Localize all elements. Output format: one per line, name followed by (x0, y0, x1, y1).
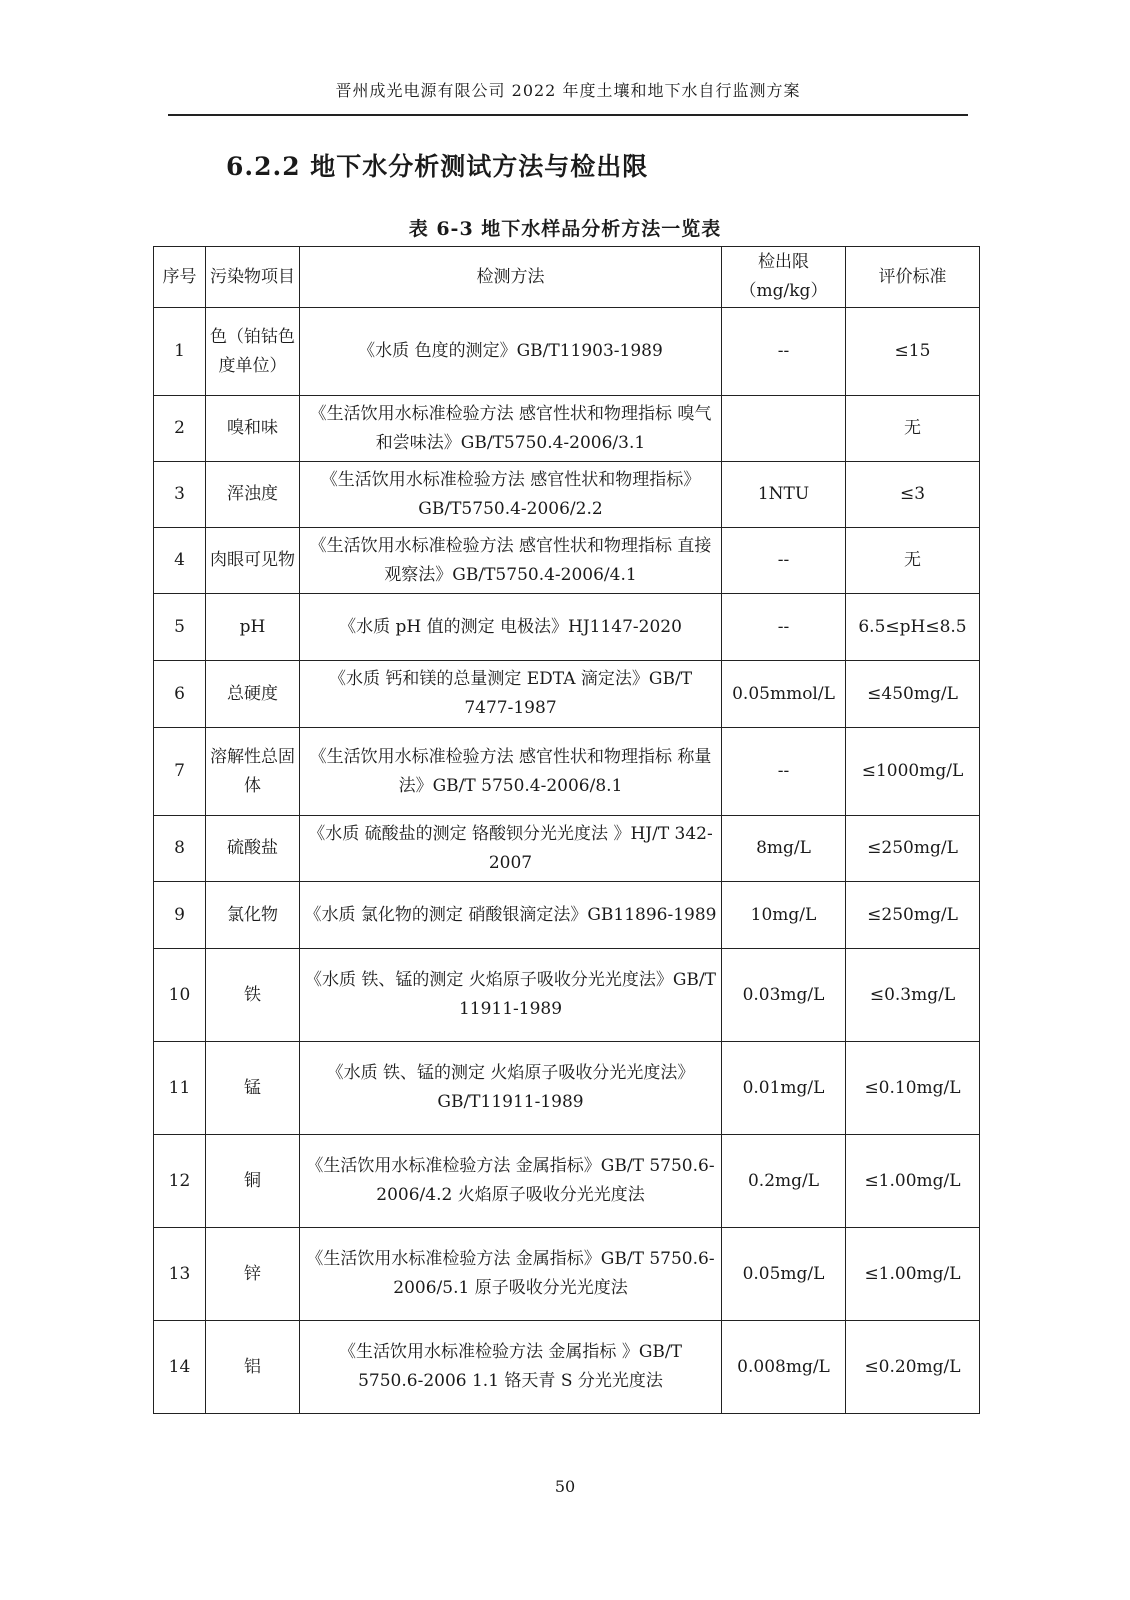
header-cell-item: 污染物项目 (206, 247, 300, 308)
cell-item: 铝 (206, 1321, 300, 1414)
cell-item: 铁 (206, 949, 300, 1042)
table-row (154, 816, 980, 882)
table-row (154, 594, 980, 661)
table-row (154, 396, 980, 462)
table-row (154, 528, 980, 594)
cell-method: 《水质 pH 值的测定 电极法》HJ1147-2020 (300, 594, 722, 661)
cell-limit: 0.03mg/L (722, 949, 846, 1042)
cell-limit: 10mg/L (722, 882, 846, 949)
cell-limit: 0.05mg/L (722, 1228, 846, 1321)
table-row (154, 1042, 980, 1135)
cell-item: 嗅和味 (206, 396, 300, 462)
cell-standard: ≤3 (846, 462, 980, 528)
cell-method: 《水质 铁、锰的测定 火焰原子吸收分光光度法》GB/T 11911-1989 (300, 949, 722, 1042)
cell-item: 肉眼可见物 (206, 528, 300, 594)
cell-standard: ≤250mg/L (846, 816, 980, 882)
table-row (154, 1321, 980, 1414)
cell-standard: 无 (846, 396, 980, 462)
cell-no: 13 (154, 1228, 206, 1321)
cell-standard: ≤0.20mg/L (846, 1321, 980, 1414)
cell-no: 1 (154, 308, 206, 396)
cell-method: 《水质 硫酸盐的测定 铬酸钡分光光度法 》HJ/T 342-2007 (300, 816, 722, 882)
cell-limit: 0.008mg/L (722, 1321, 846, 1414)
cell-item: 锌 (206, 1228, 300, 1321)
header-cell-no: 序号 (154, 247, 206, 308)
cell-standard: 6.5≤pH≤8.5 (846, 594, 980, 661)
cell-no: 5 (154, 594, 206, 661)
table-row (154, 1135, 980, 1228)
cell-item: 总硬度 (206, 661, 300, 728)
cell-standard: ≤0.10mg/L (846, 1042, 980, 1135)
cell-standard: ≤450mg/L (846, 661, 980, 728)
cell-item: 锰 (206, 1042, 300, 1135)
cell-method: 《生活饮用水标准检验方法 感官性状和物理指标 嗅气和尝味法》GB/T5750.4-2006/3.1 (300, 396, 722, 462)
cell-no: 10 (154, 949, 206, 1042)
table-row (154, 728, 980, 816)
header-cell-method: 检测方法 (300, 247, 722, 308)
cell-limit: -- (722, 528, 846, 594)
cell-no: 11 (154, 1042, 206, 1135)
cell-method: 《水质 氯化物的测定 硝酸银滴定法》GB11896-1989 (300, 882, 722, 949)
header-cell-standard: 评价标准 (846, 247, 980, 308)
cell-item: 氯化物 (206, 882, 300, 949)
cell-item: 浑浊度 (206, 462, 300, 528)
cell-method: 《生活饮用水标准检验方法 金属指标》GB/T 5750.6-2006/5.1 原子吸收分光光度法 (300, 1228, 722, 1321)
cell-limit: 8mg/L (722, 816, 846, 882)
cell-item: 铜 (206, 1135, 300, 1228)
analysis-methods-table (153, 246, 980, 1414)
cell-no: 3 (154, 462, 206, 528)
cell-method: 《生活饮用水标准检验方法 金属指标 》GB/T 5750.6-2006 1.1 铬天青 S 分光光度法 (300, 1321, 722, 1414)
cell-no: 9 (154, 882, 206, 949)
cell-no: 6 (154, 661, 206, 728)
cell-limit: 0.05mmol/L (722, 661, 846, 728)
cell-standard: 无 (846, 528, 980, 594)
cell-standard: ≤1.00mg/L (846, 1135, 980, 1228)
cell-item: 溶解性总固体 (206, 728, 300, 816)
cell-standard: ≤250mg/L (846, 882, 980, 949)
table-row (154, 462, 980, 528)
cell-limit: 0.01mg/L (722, 1042, 846, 1135)
cell-method: 《生活饮用水标准检验方法 感官性状和物理指标 直接观察法》GB/T5750.4-2006/4.1 (300, 528, 722, 594)
cell-no: 8 (154, 816, 206, 882)
cell-standard: ≤15 (846, 308, 980, 396)
cell-limit (722, 396, 846, 462)
cell-method: 《水质 色度的测定》GB/T11903-1989 (300, 308, 722, 396)
cell-limit: -- (722, 594, 846, 661)
cell-method: 《生活饮用水标准检验方法 感官性状和物理指标》GB/T5750.4-2006/2.2 (300, 462, 722, 528)
table-row (154, 1228, 980, 1321)
page-number: 50 (554, 1477, 576, 1496)
table-caption: 表 6-3 地下水样品分析方法一览表 (408, 218, 722, 240)
cell-limit: 0.2mg/L (722, 1135, 846, 1228)
cell-limit: 1NTU (722, 462, 846, 528)
section-title: 6.2.2 地下水分析测试方法与检出限 (226, 152, 649, 181)
table-row (154, 661, 980, 728)
cell-no: 14 (154, 1321, 206, 1414)
cell-limit: -- (722, 728, 846, 816)
header-cell-limit: 检出限（mg/kg） (722, 247, 846, 308)
cell-method: 《生活饮用水标准检验方法 感官性状和物理指标 称量法》GB/T 5750.4-2006/8.1 (300, 728, 722, 816)
table-row (154, 882, 980, 949)
cell-method: 《水质 铁、锰的测定 火焰原子吸收分光光度法》GB/T11911-1989 (300, 1042, 722, 1135)
table-body (154, 308, 980, 1414)
cell-item: 色（铂钴色度单位） (206, 308, 300, 396)
header-divider (168, 114, 968, 116)
cell-item: pH (206, 594, 300, 661)
table-row (154, 949, 980, 1042)
table-header-row (154, 247, 980, 308)
cell-limit: -- (722, 308, 846, 396)
cell-no: 4 (154, 528, 206, 594)
cell-standard: ≤0.3mg/L (846, 949, 980, 1042)
table-row (154, 308, 980, 396)
cell-method: 《生活饮用水标准检验方法 金属指标》GB/T 5750.6-2006/4.2 火焰原子吸收分光光度法 (300, 1135, 722, 1228)
page-header: 晋州成光电源有限公司 2022 年度土壤和地下水自行监测方案 (335, 81, 801, 100)
cell-item: 硫酸盐 (206, 816, 300, 882)
cell-no: 7 (154, 728, 206, 816)
cell-standard: ≤1.00mg/L (846, 1228, 980, 1321)
cell-standard: ≤1000mg/L (846, 728, 980, 816)
cell-no: 12 (154, 1135, 206, 1228)
cell-method: 《水质 钙和镁的总量测定 EDTA 滴定法》GB/T 7477-1987 (300, 661, 722, 728)
cell-no: 2 (154, 396, 206, 462)
